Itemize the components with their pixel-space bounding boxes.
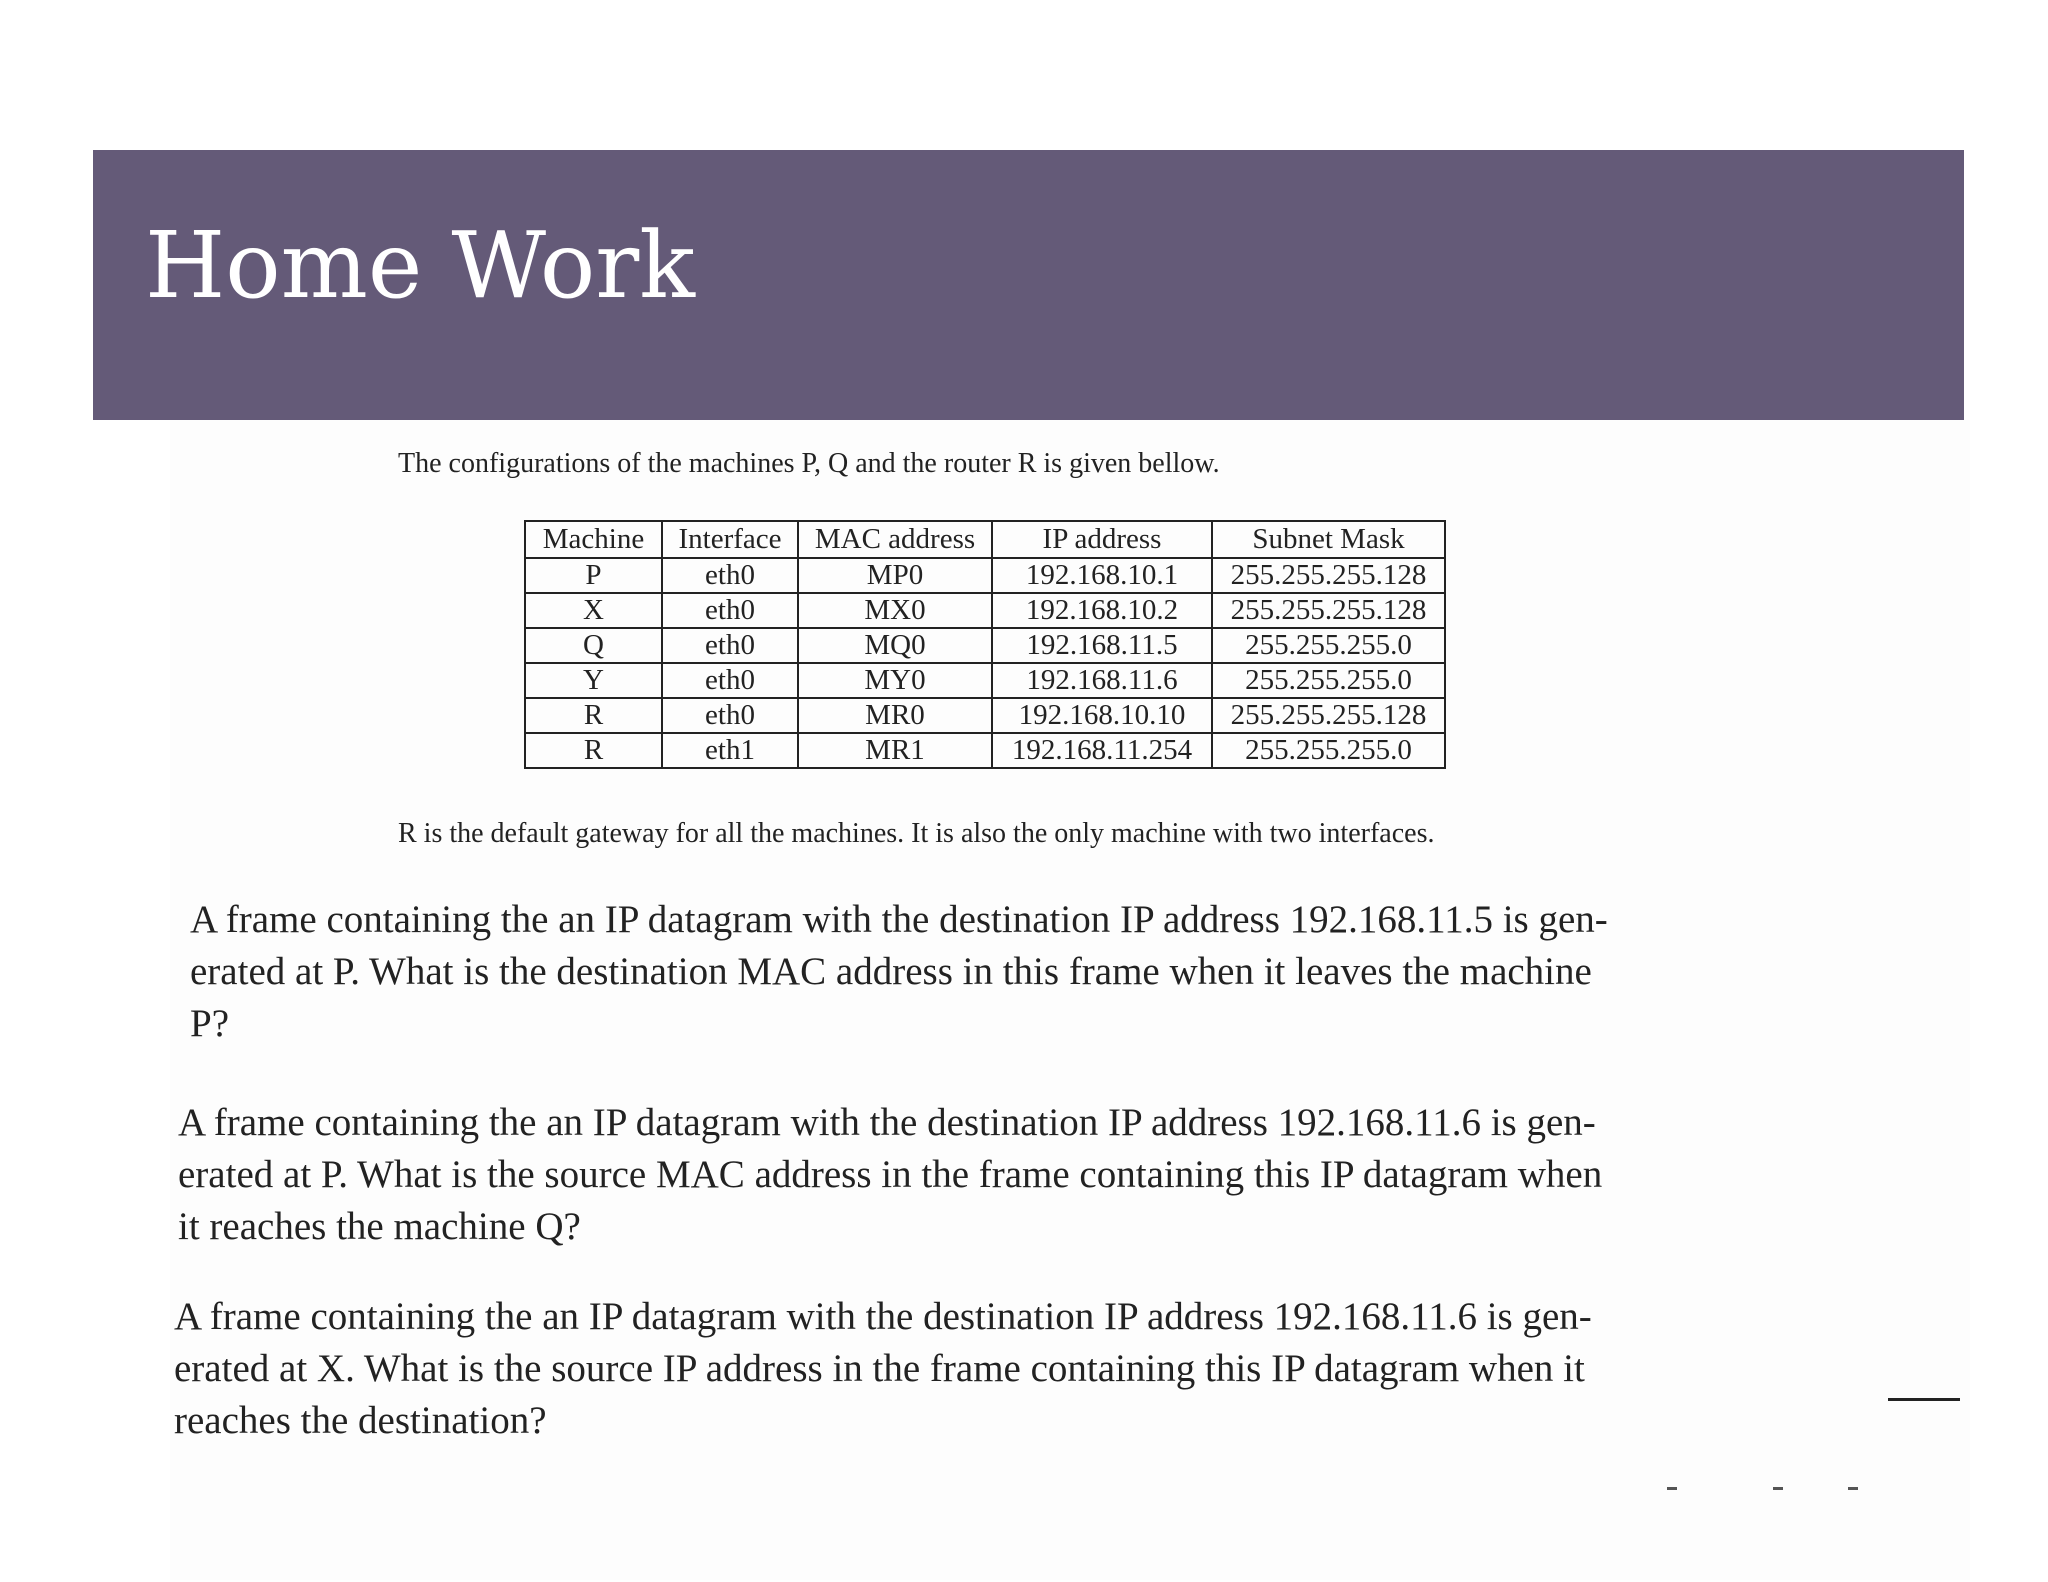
table-row: [525, 733, 1445, 768]
cell-mac: MR1: [798, 733, 992, 768]
cell-interface: eth0: [662, 698, 798, 733]
cell-machine: R: [525, 698, 662, 733]
header-machine: Machine: [525, 521, 662, 558]
table-row: [525, 628, 1445, 663]
table-row: [525, 593, 1445, 628]
cell-mac: MQ0: [798, 628, 992, 663]
cell-mask: 255.255.255.0: [1212, 628, 1445, 663]
header-subnet-mask: Subnet Mask: [1212, 521, 1445, 558]
cell-ip: 192.168.11.5: [992, 628, 1212, 663]
question-1: [190, 894, 1830, 1050]
title-bar: [93, 150, 1964, 420]
cell-ip: 192.168.10.10: [992, 698, 1212, 733]
dash-mark: [1848, 1487, 1858, 1490]
cell-mask: 255.255.255.0: [1212, 733, 1445, 768]
cell-machine: Q: [525, 628, 662, 663]
cell-machine: P: [525, 558, 662, 593]
table-row: [525, 558, 1445, 593]
header-interface: Interface: [662, 521, 798, 558]
cell-machine: Y: [525, 663, 662, 698]
cell-ip: 192.168.10.2: [992, 593, 1212, 628]
cell-machine: R: [525, 733, 662, 768]
table-row: [525, 698, 1445, 733]
intro-text: The configurations of the machines P, Q and the router R is given bellow.: [398, 448, 1220, 479]
cell-mask: 255.255.255.0: [1212, 663, 1445, 698]
cell-mac: MX0: [798, 593, 992, 628]
cell-mac: MP0: [798, 558, 992, 593]
question-line: reaches the destination?: [174, 1399, 547, 1442]
question-3: [174, 1291, 1864, 1447]
cell-mask: 255.255.255.128: [1212, 593, 1445, 628]
table-header-row: [525, 521, 1445, 558]
question-line: A frame containing the an IP datagram with the destination IP address 192.168.11.6 is gen-: [174, 1295, 1592, 1338]
cell-ip: 192.168.10.1: [992, 558, 1212, 593]
header-mac-address: MAC address: [798, 521, 992, 558]
question-line: it reaches the machine Q?: [178, 1205, 581, 1248]
dash-mark: [1773, 1487, 1783, 1490]
question-line: erated at X. What is the source IP address in the frame containing this IP datagram when it: [174, 1347, 1585, 1390]
header-ip-address: IP address: [992, 521, 1212, 558]
question-line: P?: [190, 1002, 229, 1045]
question-line: erated at P. What is the source MAC address in the frame containing this IP datagram when: [178, 1153, 1603, 1196]
question-line: A frame containing the an IP datagram with the destination IP address 192.168.11.6 is gen-: [178, 1101, 1596, 1144]
cell-interface: eth1: [662, 733, 798, 768]
cell-interface: eth0: [662, 558, 798, 593]
gateway-note: R is the default gateway for all the machines. It is also the only machine with two interfaces.: [398, 818, 1435, 849]
slide-title: Home Work: [145, 212, 695, 319]
cell-mac: MY0: [798, 663, 992, 698]
dash-mark: [1667, 1487, 1677, 1490]
cell-ip: 192.168.11.6: [992, 663, 1212, 698]
cell-mask: 255.255.255.128: [1212, 698, 1445, 733]
cell-ip: 192.168.11.254: [992, 733, 1212, 768]
cell-mask: 255.255.255.128: [1212, 558, 1445, 593]
rule-line: [1888, 1398, 1960, 1401]
cell-mac: MR0: [798, 698, 992, 733]
table-row: [525, 663, 1445, 698]
cell-machine: X: [525, 593, 662, 628]
question-2: [178, 1097, 1818, 1253]
cell-interface: eth0: [662, 663, 798, 698]
configuration-table: [524, 520, 1446, 769]
question-line: A frame containing the an IP datagram with the destination IP address 192.168.11.5 is gen-: [190, 898, 1608, 941]
cell-interface: eth0: [662, 628, 798, 663]
cell-interface: eth0: [662, 593, 798, 628]
question-line: erated at P. What is the destination MAC address in this frame when it leaves the machine: [190, 950, 1592, 993]
